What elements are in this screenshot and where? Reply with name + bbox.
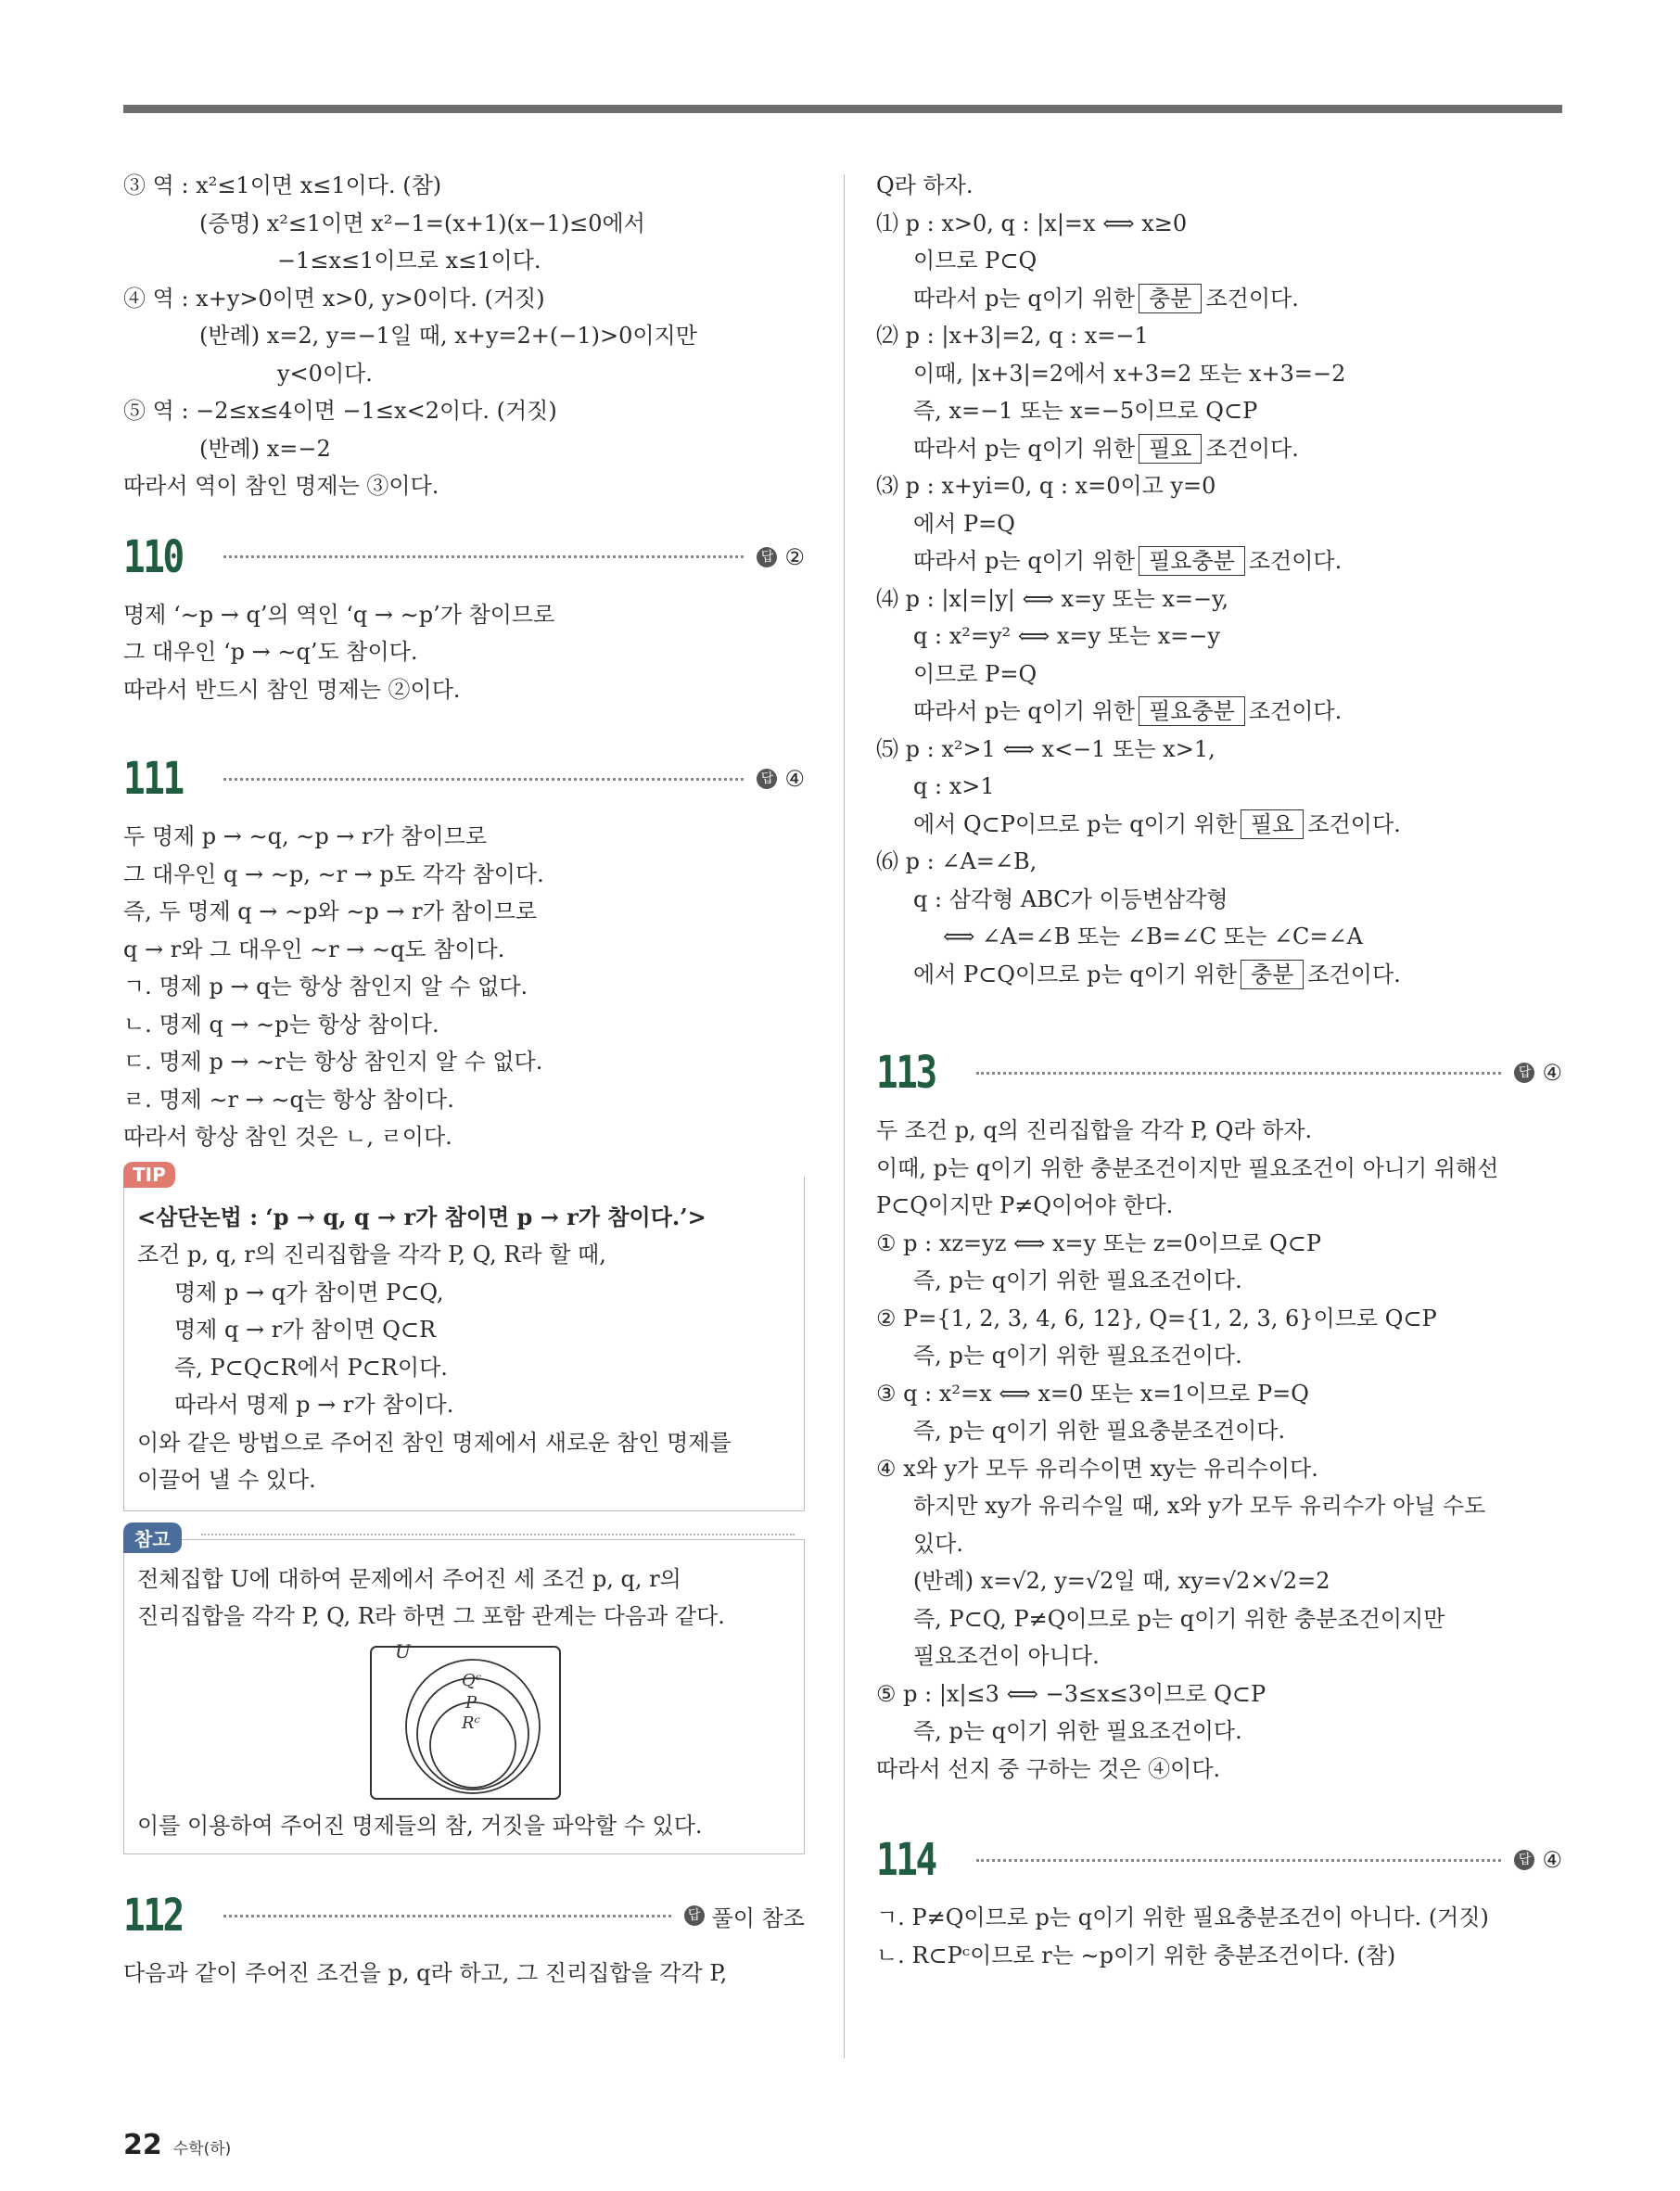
text-segment: 조건이다. — [1205, 435, 1299, 462]
answer — [1514, 1847, 1562, 1873]
text-line: 즉, p는 q이기 위한 필요조건이다. — [913, 1718, 1242, 1744]
text-segment: 따라서 p는 q이기 위한 — [913, 548, 1136, 574]
dotted-leader — [976, 1859, 1501, 1862]
text-line: ⑶ p : x+yi=0, q : x=0이고 y=0 — [876, 473, 1216, 499]
text-line: ⑹ p : ∠A=∠B, — [876, 848, 1037, 874]
venn-label-r: Rᶜ — [462, 1713, 480, 1733]
text-line: 따라서 선지 중 구하는 것은 ④이다. — [876, 1755, 1221, 1782]
text-line: q : x²=y² ⟺ x=y 또는 x=−y — [913, 623, 1220, 649]
text-line: ⑵ p : |x+3|=2, q : x=−1 — [876, 323, 1149, 349]
text-segment: 따라서 p는 q이기 위한 — [913, 698, 1136, 724]
text-line: 따라서 역이 참인 명제는 ③이다. — [123, 473, 439, 499]
text-line: 따라서 항상 참인 것은 ㄴ, ㄹ이다. — [123, 1124, 452, 1150]
text-line: 두 명제 p → ∼q, ∼p → r가 참이므로 — [123, 823, 488, 849]
answer — [757, 766, 805, 792]
venn-diagram — [369, 1641, 564, 1803]
text-segment: 조건이다. — [1248, 698, 1343, 724]
problem-114-body — [876, 1899, 1562, 1974]
text-segment: 조건이다. — [1205, 285, 1299, 312]
dotted-leader — [223, 555, 744, 558]
problem-number: 111 — [123, 753, 183, 805]
text-line: ③ 역 : x²≤1이면 x≤1이다. (참) — [123, 172, 442, 198]
venn-label-q: Qᶜ — [462, 1670, 482, 1690]
problem-110-header — [123, 529, 805, 585]
text-line: 있다. — [913, 1530, 963, 1557]
text-line: 이끌어 낼 수 있다. — [137, 1467, 316, 1493]
answer-value: ④ — [784, 766, 805, 792]
problem-number: 112 — [123, 1890, 183, 1942]
answer-badge-icon: 답 — [757, 769, 777, 789]
dotted-leader — [223, 778, 744, 781]
text-line: 즉, x=−1 또는 x=−5이므로 Q⊂P — [913, 398, 1258, 424]
text-segment: 조건이다. — [1307, 961, 1401, 987]
text-segment: 따라서 p는 q이기 위한 — [913, 435, 1136, 462]
text-line: 다음과 같이 주어진 조건을 p, q라 하고, 그 진리집합을 각각 P, — [123, 1960, 728, 1986]
venn-label-p: P — [465, 1692, 477, 1713]
answer-box: 충분 — [1241, 960, 1304, 989]
text-line: (반례) x=−2 — [199, 435, 331, 462]
left-column — [123, 167, 805, 1993]
problem-111-body — [123, 818, 805, 1156]
problem-112-continued — [876, 167, 1562, 993]
text-line: 즉, 두 명제 q → ∼p와 ∼p → r가 참이므로 — [123, 898, 538, 924]
text-line: 즉, p는 q이기 위한 필요조건이다. — [913, 1343, 1242, 1369]
text-line: 이와 같은 방법으로 주어진 참인 명제에서 새로운 참인 명제를 — [137, 1429, 732, 1456]
text-line: q : x>1 — [913, 773, 995, 799]
text-segment: 조건이다. — [1248, 548, 1343, 574]
reference-box — [123, 1527, 805, 1855]
text-line: 즉, P⊂Q⊂R에서 P⊂R이다. — [174, 1354, 448, 1381]
text-line: 두 조건 p, q의 진리집합을 각각 P, Q라 하자. — [876, 1117, 1313, 1143]
problem-113-header — [876, 1045, 1562, 1101]
page-footer — [123, 2129, 231, 2161]
answer-box: 필요충분 — [1139, 546, 1245, 576]
text-line: 명제 q → r가 참이면 Q⊂R — [174, 1317, 437, 1343]
text-line: ㄱ. P≠Q이므로 p는 q이기 위한 필요충분조건이 아니다. (거짓) — [876, 1904, 1489, 1930]
text-line — [876, 430, 1562, 468]
text-line: ㄱ. 명제 p → q는 항상 참인지 알 수 없다. — [123, 974, 528, 1000]
text-line: ㄴ. R⊂Pᶜ이므로 r는 ∼p이기 위한 충분조건이다. (참) — [876, 1942, 1396, 1968]
text-line: 따라서 반드시 참인 명제는 ②이다. — [123, 676, 461, 703]
tip-heading: <삼단논법 : ‘p → q, q → r가 참이면 p → r가 참이다.’> — [137, 1203, 706, 1230]
text-line: 이때, p는 q이기 위한 충분조건이지만 필요조건이 아니기 위해선 — [876, 1154, 1499, 1181]
text-line: ⑴ p : x>0, q : |x|=x ⟺ x≥0 — [876, 210, 1188, 236]
text-line: (반례) x=2, y=−1일 때, x+y=2+(−1)>0이지만 — [199, 323, 697, 349]
text-line: 진리집합을 각각 P, Q, R라 하면 그 포함 관계는 다음과 같다. — [137, 1603, 725, 1629]
text-line: −1≤x≤1이므로 x≤1이다. — [277, 248, 541, 274]
text-line: q → r와 그 대우인 ∼r → ∼q도 참이다. — [123, 936, 505, 962]
text-line: 명제 ‘∼p → q’의 역인 ‘q → ∼p’가 참이므로 — [123, 601, 555, 628]
text-line: 전체집합 U에 대하여 문제에서 주어진 세 조건 p, q, r의 — [137, 1565, 681, 1592]
answer-badge-icon: 답 — [757, 547, 777, 567]
text-line: Q라 하자. — [876, 172, 974, 198]
text-line: 이므로 P⊂Q — [913, 248, 1037, 274]
text-line: (반례) x=√2, y=√2일 때, xy=√2×√2=2 — [913, 1568, 1330, 1594]
problem-number: 110 — [123, 530, 183, 583]
text-line: 명제 p → q가 참이면 P⊂Q, — [174, 1279, 444, 1306]
answer-value: ② — [784, 543, 805, 570]
text-line — [876, 542, 1562, 580]
top-rule — [123, 105, 1562, 113]
text-segment: 따라서 p는 q이기 위한 — [913, 285, 1136, 312]
text-line: ㄹ. 명제 ∼r → ∼q는 항상 참이다. — [123, 1086, 454, 1113]
text-line: 필요조건이 아니다. — [913, 1643, 1100, 1669]
dotted-leader — [976, 1072, 1501, 1075]
text-line: 즉, p는 q이기 위한 필요충분조건이다. — [913, 1418, 1286, 1444]
problem-110-body — [123, 596, 805, 709]
problem-number: 114 — [876, 1834, 935, 1886]
text-line: 즉, P⊂Q, P≠Q이므로 p는 q이기 위한 충분조건이지만 — [913, 1605, 1445, 1632]
answer-badge-icon: 답 — [1514, 1850, 1534, 1870]
text-line: (증명) x²≤1이면 x²−1=(x+1)(x−1)≤0에서 — [199, 210, 645, 236]
tip-content — [123, 1177, 805, 1511]
tip-box — [123, 1163, 805, 1511]
dotted-leader — [223, 1915, 671, 1917]
text-line: ④ x와 y가 모두 유리수이면 xy는 유리수이다. — [876, 1455, 1318, 1482]
text-line: 이때, |x+3|=2에서 x+3=2 또는 x+3=−2 — [913, 360, 1346, 387]
text-line: ⟺ ∠A=∠B 또는 ∠B=∠C 또는 ∠C=∠A — [943, 924, 1363, 949]
problem-113-body — [876, 1112, 1562, 1788]
answer-box: 충분 — [1139, 284, 1202, 313]
text-line — [876, 280, 1562, 318]
column-divider — [844, 174, 845, 2058]
text-segment: 조건이다. — [1307, 810, 1401, 837]
text-line: ⑷ p : |x|=|y| ⟺ x=y 또는 x=−y, — [876, 585, 1229, 612]
answer — [757, 544, 805, 570]
answer-value: 풀이 참조 — [711, 1904, 805, 1931]
text-line: 조건 p, q, r의 진리집합을 각각 P, Q, R라 할 때, — [137, 1242, 606, 1267]
text-line: ⑤ p : |x|≤3 ⟺ −3≤x≤3이므로 Q⊂P — [876, 1680, 1266, 1707]
text-line: q : 삼각형 ABC가 이등변삼각형 — [913, 885, 1228, 912]
text-line: ① p : xz=yz ⟺ x=y 또는 z=0이므로 Q⊂P — [876, 1229, 1321, 1256]
text-line: ④ 역 : x+y>0이면 x>0, y>0이다. (거짓) — [123, 285, 545, 312]
reference-content — [123, 1539, 805, 1855]
text-line: 하지만 xy가 유리수일 때, x와 y가 모두 유리수가 아닐 수도 — [913, 1493, 1486, 1519]
text-line: 즉, p는 q이기 위한 필요조건이다. — [913, 1267, 1242, 1293]
answer-box: 필요 — [1139, 434, 1202, 464]
text-line: 이를 이용하여 주어진 명제들의 참, 거짓을 파악할 수 있다. — [137, 1812, 703, 1839]
text-line — [876, 693, 1562, 731]
text-line: ⑸ p : x²>1 ⟺ x<−1 또는 x>1, — [876, 735, 1215, 762]
text-line: ⑤ 역 : −2≤x≤4이면 −1≤x<2이다. (거짓) — [123, 398, 557, 424]
text-line: 따라서 명제 p → r가 참이다. — [174, 1392, 454, 1418]
answer-badge-icon: 답 — [684, 1905, 705, 1926]
answer-box: 필요 — [1241, 809, 1304, 839]
text-segment: 에서 Q⊂P이므로 p는 q이기 위한 — [913, 810, 1238, 837]
tip-label: TIP — [123, 1162, 175, 1188]
text-line: ③ q : x²=x ⟺ x=0 또는 x=1이므로 P=Q — [876, 1380, 1309, 1407]
intro-block — [123, 167, 805, 505]
text-line: ② P={1, 2, 3, 4, 6, 12}, Q={1, 2, 3, 6}이므로 Q⊂P — [876, 1305, 1437, 1331]
problem-112-body — [123, 1955, 805, 1993]
dotted-leader — [201, 1534, 795, 1535]
answer — [684, 1900, 805, 1932]
text-line: P⊂Q이지만 P≠Q이어야 한다. — [876, 1192, 1174, 1218]
text-line — [876, 806, 1562, 844]
venn-label-u: U — [395, 1640, 411, 1662]
answer-value: ④ — [1542, 1847, 1562, 1873]
text-line: ㄷ. 명제 p → ∼r는 항상 참인지 알 수 없다. — [123, 1049, 543, 1075]
answer-box: 필요충분 — [1139, 696, 1245, 726]
text-line: ㄴ. 명제 q → ∼p는 항상 참이다. — [123, 1011, 439, 1038]
text-line: 그 대우인 ‘p → ∼q’도 참이다. — [123, 639, 418, 665]
problem-number: 113 — [876, 1047, 935, 1099]
problem-111-header — [123, 751, 805, 807]
text-line: y<0이다. — [277, 360, 373, 387]
right-column — [876, 167, 1562, 1974]
answer-value: ④ — [1542, 1060, 1562, 1086]
text-line — [876, 956, 1562, 994]
answer — [1514, 1060, 1562, 1086]
text-line: 이므로 P=Q — [913, 660, 1037, 687]
problem-114-header — [876, 1832, 1562, 1888]
problem-112-header — [123, 1888, 805, 1943]
reference-label: 참고 — [123, 1522, 182, 1553]
text-line: 그 대우인 q → ∼p, ∼r → p도 각각 참이다. — [123, 860, 544, 887]
text-line: 에서 P=Q — [913, 510, 1015, 537]
answer-badge-icon: 답 — [1514, 1063, 1534, 1083]
text-segment: 에서 P⊂Q이므로 p는 q이기 위한 — [913, 961, 1238, 987]
subject-title: 수학(하) — [172, 2140, 232, 2159]
page-number: 22 — [123, 2129, 162, 2161]
